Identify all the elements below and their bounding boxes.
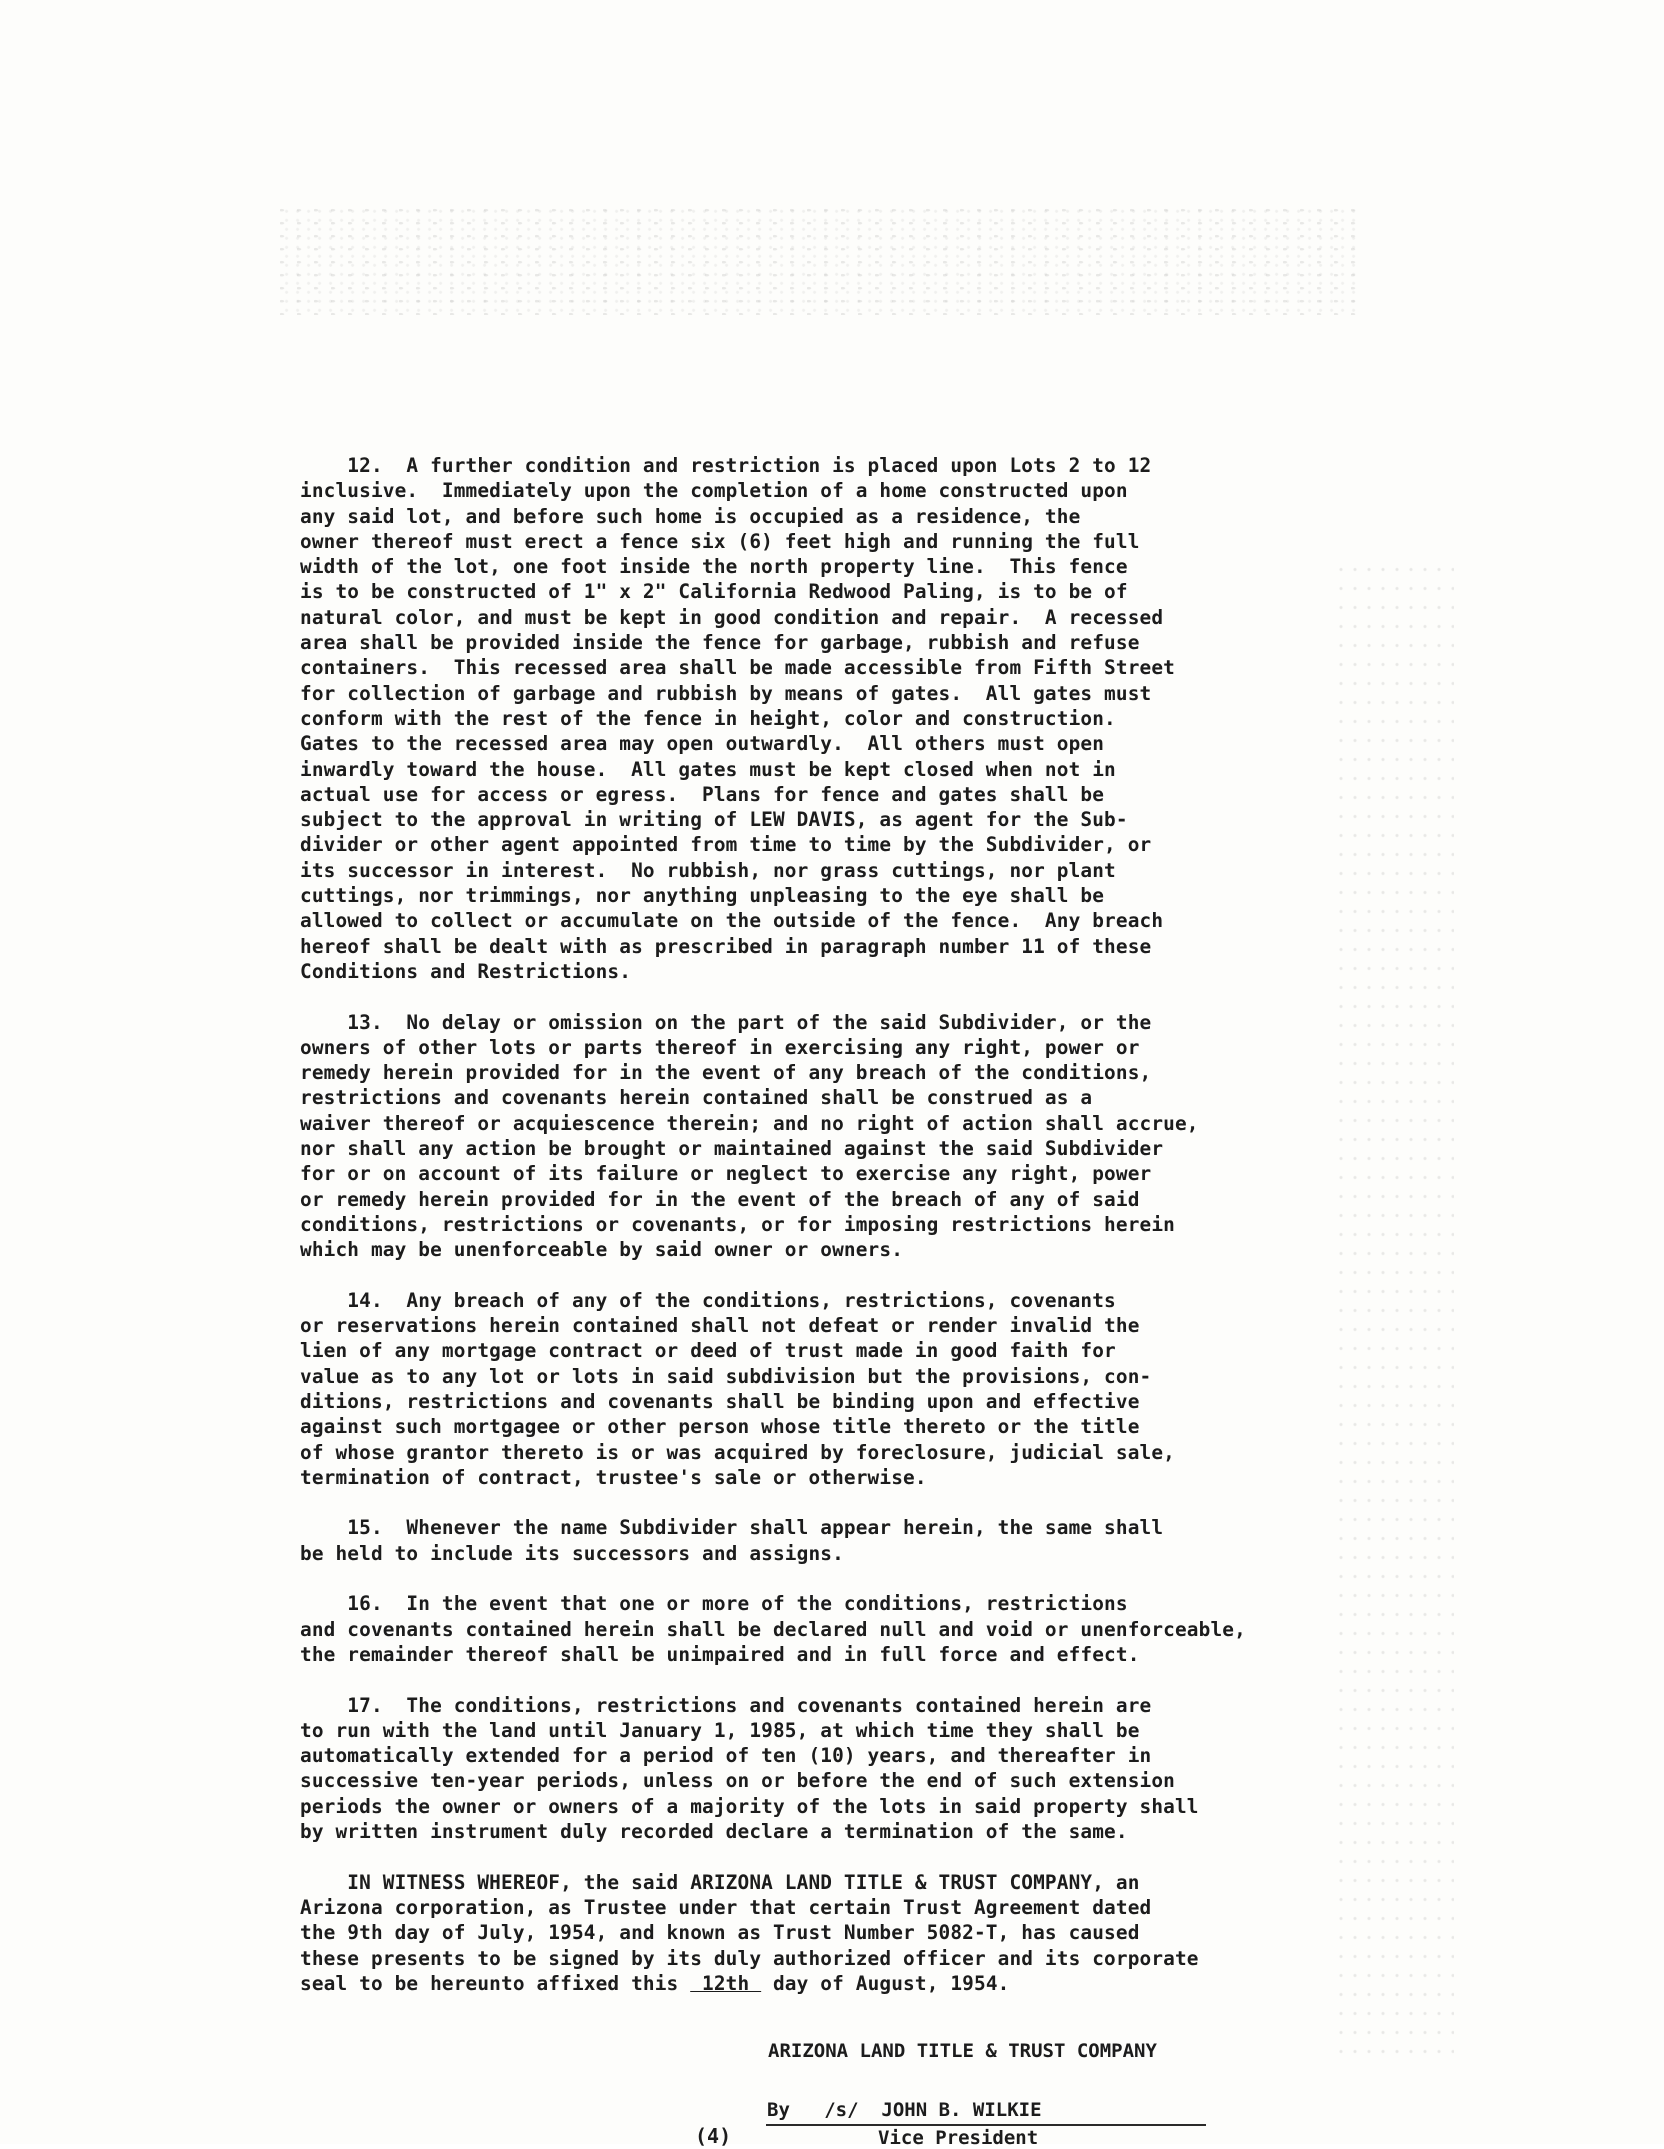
text-line: or reservations herein contained shall not defeat or render invalid the xyxy=(300,1314,1140,1338)
paragraph-12 xyxy=(300,453,1300,984)
signature-line: By /s/ JOHN B. WILKIE xyxy=(767,2099,1042,2121)
text-line: for collection of garbage and rubbish by means of gates. All gates must xyxy=(300,681,1152,705)
text-line: successive ten-year periods, unless on or before the end of such extension xyxy=(300,1769,1175,1793)
text-line: its successor in interest. No rubbish, nor grass cuttings, nor plant xyxy=(300,858,1116,882)
witness-text: day of August, 1954. xyxy=(761,1971,1010,1995)
text-line: natural color, and must be kept in good condition and repair. A recessed xyxy=(300,605,1164,629)
text-line: restrictions and covenants herein contained shall be construed as a xyxy=(300,1086,1093,1110)
paragraph-14 xyxy=(300,1288,1300,1490)
text-line: waiver thereof or acquiescence therein; and no right of action shall accrue, xyxy=(300,1111,1199,1135)
text-line: ditions, restrictions and covenants shall be binding upon and effective xyxy=(300,1389,1140,1413)
text-line: remedy herein provided for in the event of any breach of the conditions, xyxy=(300,1061,1152,1085)
text-line: allowed to collect or accumulate on the outside of the fence. Any breach xyxy=(300,909,1164,933)
witness-last-line xyxy=(300,1971,1300,1996)
witness-text: seal to be hereunto affixed this xyxy=(300,1971,691,1995)
text-line: 15. Whenever the name Subdivider shall appear herein, the same shall xyxy=(300,1516,1164,1540)
text-line: hereof shall be dealt with as prescribed in paragraph number 11 of these xyxy=(300,934,1152,958)
text-line: lien of any mortgage contract or deed of trust made in good faith for xyxy=(300,1339,1116,1363)
text-line: automatically extended for a period of ten (10) years, and thereafter in xyxy=(300,1744,1152,1768)
text-line: conditions, restrictions or covenants, or for imposing restrictions herein xyxy=(300,1212,1175,1236)
text-line: of whose grantor thereto is or was acquired by foreclosure, judicial sale, xyxy=(300,1440,1175,1464)
text-line: containers. This recessed area shall be made accessible from Fifth Street xyxy=(300,656,1175,680)
text-line: termination of contract, trustee's sale or otherwise. xyxy=(300,1465,927,1489)
text-line: or remedy herein provided for in the event of the breach of any of said xyxy=(300,1187,1140,1211)
text-line: against such mortgagee or other person whose title thereto or the title xyxy=(300,1415,1140,1439)
scan-speckle xyxy=(1334,560,1454,2060)
text-line: 16. In the event that one or more of the conditions, restrictions xyxy=(300,1592,1128,1616)
text-line: to run with the land until January 1, 1985, at which time they shall be xyxy=(300,1718,1140,1742)
text-line: 17. The conditions, restrictions and covenants contained herein are xyxy=(300,1693,1152,1717)
text-line: owner thereof must erect a fence six (6) feet high and running the full xyxy=(300,529,1140,553)
page-number: (4) xyxy=(695,2124,732,2148)
text-line: conform with the rest of the fence in height, color and construction. xyxy=(300,706,1116,730)
text-line: is to be constructed of 1" x 2" California Redwood Paling, is to be of xyxy=(300,580,1128,604)
text-line: the remainder thereof shall be unimpaired and in full force and effect. xyxy=(300,1642,1140,1666)
witness-paragraph xyxy=(300,1870,1300,1996)
paragraph-17 xyxy=(300,1693,1300,1845)
witness-line: the 9th day of July, 1954, and known as Trust Number 5082-T, has caused xyxy=(300,1921,1140,1945)
text-line: divider or other agent appointed from time to time by the Subdivider, or xyxy=(300,833,1152,857)
witness-line: Arizona corporation, as Trustee under that certain Trust Agreement dated xyxy=(300,1895,1152,1919)
paragraph-16 xyxy=(300,1591,1300,1667)
text-line: 13. No delay or omission on the part of the said Subdivider, or the xyxy=(300,1010,1152,1034)
text-line: width of the lot, one foot inside the north property line. This fence xyxy=(300,555,1128,579)
paragraph-15 xyxy=(300,1515,1300,1566)
text-line: periods the owner or owners of a majority of the lots in said property shall xyxy=(300,1794,1199,1818)
text-line: Conditions and Restrictions. xyxy=(300,959,632,983)
scan-smudge xyxy=(280,205,1360,315)
paragraph-13 xyxy=(300,1010,1300,1263)
signature-underline xyxy=(766,2124,1206,2126)
text-line: area shall be provided inside the fence for garbage, rubbish and refuse xyxy=(300,631,1140,655)
text-line: value as to any lot or lots in said subdivision but the provisions, con- xyxy=(300,1364,1152,1388)
document-body xyxy=(300,453,1300,2021)
witness-line: these presents to be signed by its duly authorized officer and its corporate xyxy=(300,1946,1199,1970)
signer-title: Vice President xyxy=(878,2127,1039,2149)
text-line: subject to the approval in writing of LEW DAVIS, as agent for the Sub- xyxy=(300,808,1128,832)
text-line: owners of other lots or parts thereof in exercising any right, power or xyxy=(300,1035,1140,1059)
text-line: any said lot, and before such home is occupied as a residence, the xyxy=(300,504,1081,528)
text-line: for or on account of its failure or neglect to exercise any right, power xyxy=(300,1162,1152,1186)
witness-line: IN WITNESS WHEREOF, the said ARIZONA LAND TITLE & TRUST COMPANY, an xyxy=(300,1870,1140,1894)
text-line: 14. Any breach of any of the conditions, restrictions, covenants xyxy=(300,1288,1116,1312)
text-line: by written instrument duly recorded declare a termination of the same. xyxy=(300,1820,1128,1844)
text-line: actual use for access or egress. Plans for fence and gates shall be xyxy=(300,782,1105,806)
text-line: inwardly toward the house. All gates must be kept closed when not in xyxy=(300,757,1116,781)
text-line: Gates to the recessed area may open outwardly. All others must open xyxy=(300,732,1105,756)
text-line: cuttings, nor trimmings, nor anything unpleasing to the eye shall be xyxy=(300,884,1105,908)
text-line: be held to include its successors and assigns. xyxy=(300,1541,844,1565)
text-line: inclusive. Immediately upon the completion of a home constructed upon xyxy=(300,479,1128,503)
text-line: which may be unenforceable by said owner or owners. xyxy=(300,1238,904,1262)
text-line: and covenants contained herein shall be declared null and void or unenforceable, xyxy=(300,1617,1246,1641)
text-line: nor shall any action be brought or maintained against the said Subdivider xyxy=(300,1137,1164,1161)
company-name: ARIZONA LAND TITLE & TRUST COMPANY xyxy=(768,2040,1157,2062)
date-filled: 12th xyxy=(690,1971,762,1995)
text-line: 12. A further condition and restriction is placed upon Lots 2 to 12 xyxy=(300,454,1152,477)
